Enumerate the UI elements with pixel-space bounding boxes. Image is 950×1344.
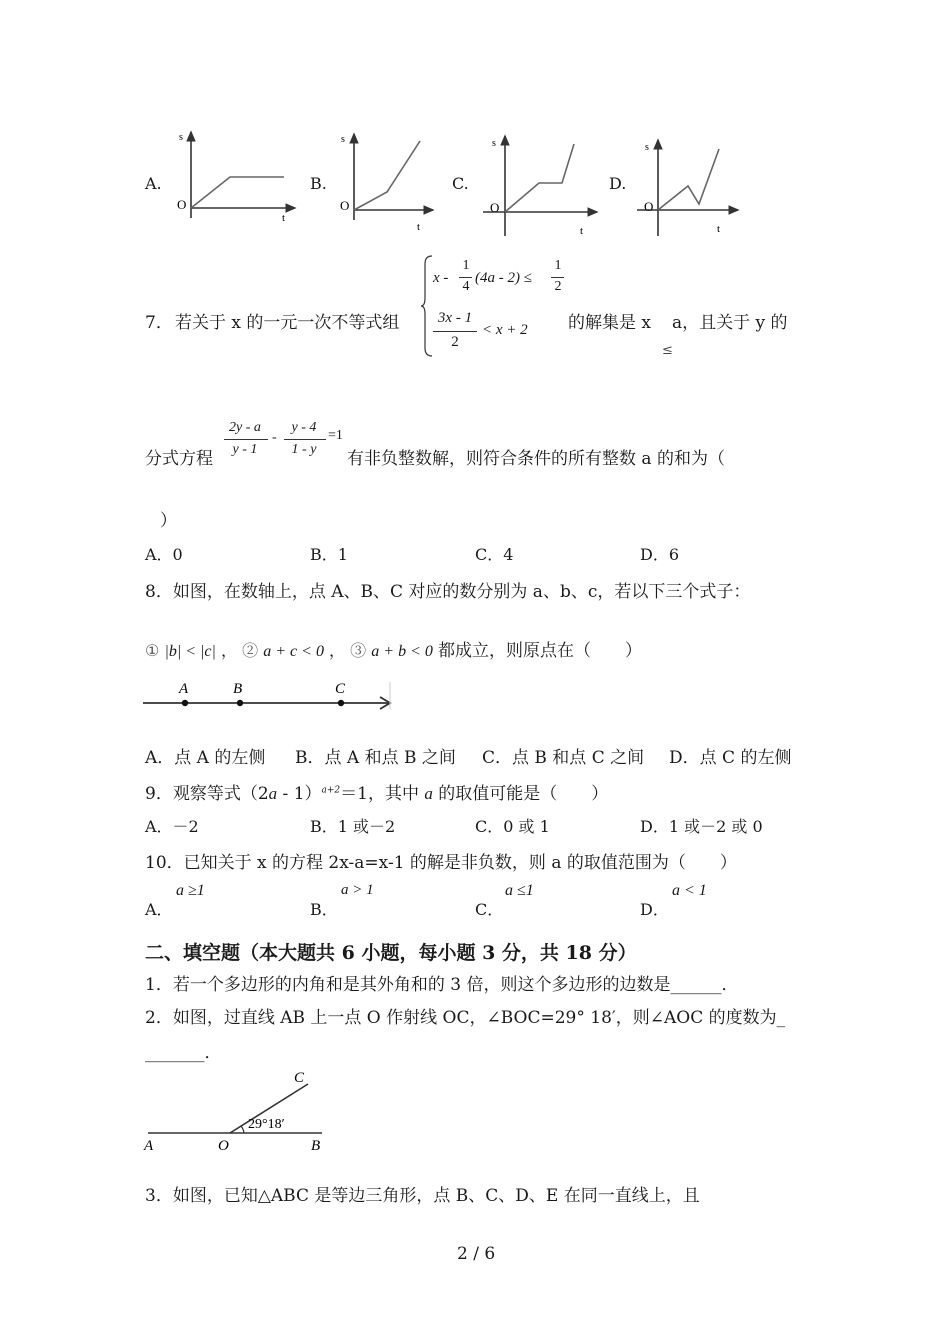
graph-b [340, 134, 433, 233]
q8-cond3-mark: ③ [350, 641, 367, 660]
q7-brace [420, 254, 434, 358]
q2-angle-figure [140, 1062, 340, 1162]
q7-sys-line2-num: 3x - 1 [437, 310, 473, 326]
q7-eq-frac1-den: y - 1 [232, 442, 258, 457]
q7-option-c: C．4 [475, 545, 514, 564]
q10-text: 10．已知关于 x 的方程 2x-a=x-1 的解是非负数，则 a 的取值范围为（ ） [145, 853, 737, 873]
q7-eq-frac1-bar [224, 439, 268, 440]
q8-point-c-label: C [335, 681, 346, 697]
q7-text-after: 的解集是 x [568, 313, 651, 333]
q7-text-after2: a，且关于 y 的 [672, 313, 788, 333]
q10-option-d-label: D． [640, 900, 669, 919]
q9-option-b: B．1 或－2 [310, 817, 396, 836]
q9-text-mid: - 1） [277, 784, 322, 804]
q9-text-pre: 9．观察等式（2 [145, 784, 269, 804]
section2-q1: 1．若一个多边形的内角和是其外角和的 3 倍，则这个多边形的边数是______． [145, 975, 739, 995]
graph-a-origin: O [177, 197, 187, 212]
q2-label-b: B [311, 1138, 321, 1154]
section2-q3: 3．如图，已知△ABC 是等边三角形，点 B、C、D、E 在同一直线上，且 [145, 1186, 700, 1206]
q7-fraction-equation [222, 418, 348, 462]
graph-b-origin: O [340, 198, 350, 213]
q8-number-line [140, 676, 400, 716]
q8-point-b-dot [237, 700, 243, 706]
graph-option-b-label: B. [310, 174, 327, 193]
q7-eq-rest: =1 [328, 428, 343, 443]
section2-heading: 二、填空题（本大题共 6 小题，每小题 3 分，共 18 分） [145, 942, 637, 964]
q7-sys-frac1-den: 4 [462, 279, 470, 294]
q10-option-b-expr: a > 1 [341, 882, 374, 898]
graph-a-axis-s: s [179, 132, 183, 143]
q10-option-a-expr: a ≥1 [176, 882, 205, 899]
q8-cond2-mark: ② [242, 641, 259, 660]
q7-sys-line2-bar [433, 331, 477, 332]
graph-d [637, 140, 738, 236]
page-number: 2 / 6 [457, 1244, 496, 1264]
q10-option-b-label: B． [310, 900, 338, 919]
q8-point-c-dot [338, 700, 344, 706]
q8-option-a: A．点 A 的左侧 [145, 748, 266, 768]
q8-point-b-label: B [233, 681, 243, 697]
q8-cond1: |b| < |c| [164, 643, 216, 660]
q8-option-c: C．点 B 和点 C 之间 [482, 748, 645, 768]
q10-option-d-expr: a < 1 [672, 882, 707, 899]
graph-c-origin: O [490, 200, 500, 215]
q8-text: 8．如图，在数轴上，点 A、B、C 对应的数分别为 a、b、c，若以下三个式子： [145, 582, 751, 602]
graph-option-a-label: A. [145, 174, 162, 193]
q8-point-a-dot [182, 700, 188, 706]
graph-a-axis-t: t [282, 212, 286, 224]
q7-line3-text: ） [160, 511, 177, 531]
q7-option-a: A．0 [145, 545, 183, 564]
q9-text-post: ＝1，其中 [340, 784, 425, 804]
q7-sys-frac1-num: 1 [462, 258, 470, 273]
graph-b-line [354, 141, 420, 210]
q7-line2-text: 有非负整数解，则符合条件的所有整数 a 的和为（ [347, 449, 725, 469]
q7-eq-frac2-num: y - 4 [291, 420, 317, 435]
q7-line2-prefix: 分式方程 [145, 449, 213, 469]
graph-d-axis-t: t [717, 223, 721, 235]
graph-c-line [505, 144, 574, 212]
q9-text-end: 的取值可能是（ ） [432, 784, 609, 804]
q7-option-b: B．1 [310, 545, 348, 564]
graph-option-d-label: D. [609, 174, 627, 193]
graph-d-axis-s: s [645, 142, 649, 153]
q8-option-d: D．点 C 的左侧 [669, 748, 792, 768]
section2-q2-line1: 2．如图，过直线 AB 上一点 O 作射线 OC，∠BOC=29° 18′，则∠AOC 的度数为_ [145, 1008, 786, 1028]
graph-d-origin: O [644, 199, 654, 214]
q10-option-a-label: A． [145, 900, 173, 919]
q2-angle-arc [241, 1126, 244, 1133]
q7-eq-frac2-bar [284, 439, 326, 440]
q8-cond1-mark: ① [145, 641, 160, 660]
q7-option-d: D．6 [640, 545, 680, 564]
q2-label-o: O [218, 1138, 229, 1154]
graph-c-axis-t: t [580, 225, 584, 237]
q10-option-c-expr: a ≤1 [505, 882, 534, 899]
q8-cond-tail: 都成立，则原点在（ ） [437, 641, 642, 661]
q8-comma1: ， [221, 641, 238, 660]
graph-c-axis-s: s [492, 138, 496, 149]
section2-q2-line2: _______． [145, 1043, 222, 1063]
q2-angle-label: 29°18′ [248, 1117, 285, 1132]
q7-sys-line1-x: x - [433, 270, 449, 286]
q7-inequality-system [420, 254, 570, 358]
graph-a-line [191, 177, 284, 208]
graph-a [177, 132, 295, 224]
q9-text [145, 779, 608, 804]
q2-label-c: C [294, 1070, 305, 1086]
q9-option-a: A．－2 [145, 817, 199, 836]
q7-sys-frac2-den: 2 [554, 279, 562, 294]
q7-sys-line2-den: 2 [451, 334, 459, 350]
q7-text-before: 若关于 x 的一元一次不等式组 [175, 313, 400, 333]
q7-sys-frac1-bar [459, 277, 472, 278]
q9-var-a2: a [424, 784, 433, 803]
q7-sys-frac2-num: 1 [554, 258, 562, 273]
graph-figures [0, 120, 950, 245]
q9-option-d: D．1 或－2 或 0 [640, 817, 763, 836]
q7-sys-line2-rest: < x + 2 [482, 322, 528, 338]
graph-d-line [658, 149, 719, 210]
q9-var-a: a [268, 784, 278, 803]
q9-option-c: C．0 或 1 [475, 817, 550, 836]
q9-superscript: a+2 [321, 785, 341, 796]
q2-label-a: A [144, 1138, 154, 1154]
q7-eq-minus: - [272, 430, 277, 445]
q8-option-b: B．点 A 和点 B 之间 [295, 748, 456, 768]
q8-point-a-label: A [179, 681, 189, 697]
q7-leq-sign: ≤ [662, 343, 673, 358]
q8-cond2: a + c < 0 [263, 643, 324, 660]
q7-sys-line1-rest: (4a - 2) ≤ [475, 270, 532, 286]
q7-eq-frac2-den: 1 - y [291, 442, 317, 457]
graph-c [483, 136, 597, 237]
graph-b-axis-t: t [417, 221, 421, 233]
q8-comma2: ， [329, 641, 346, 660]
graph-b-axis-s: s [341, 134, 345, 145]
q7-eq-frac1-num: 2y - a [229, 420, 261, 435]
q8-cond3: a + b < 0 [371, 643, 433, 660]
q7-number: 7． [145, 313, 173, 333]
q10-option-c-label: C． [475, 900, 504, 919]
q7-sys-frac2-bar [551, 277, 564, 278]
graph-option-c-label: C. [452, 174, 469, 193]
q8-conditions [145, 636, 642, 661]
